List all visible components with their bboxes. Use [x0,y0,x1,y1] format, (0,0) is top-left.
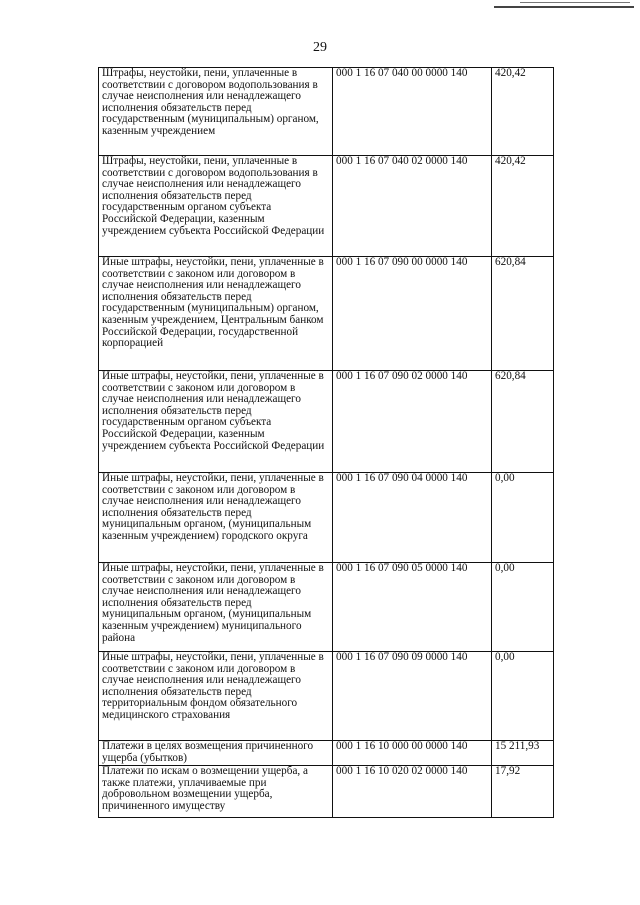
table-row [99,563,554,652]
row-amount-cell: 0,00 [492,563,554,652]
row-code-cell: 000 1 16 07 090 04 0000 140 [333,473,492,563]
row-code-cell: 000 1 16 07 090 09 0000 140 [333,652,492,741]
row-code-cell: 000 1 16 07 090 02 0000 140 [333,371,492,473]
scan-corner-mark [494,6,634,8]
row-amount-cell: 420,42 [492,156,554,257]
table-row [99,371,554,473]
table-row [99,766,554,818]
row-name-cell: Платежи по искам о возмещении ущерба, а также платежи, уплачиваемые при добровольном возмещении ущерба, причиненного имуществу [99,766,333,818]
row-code-cell: 000 1 16 07 090 00 0000 140 [333,257,492,371]
table-row [99,741,554,766]
row-amount-cell: 0,00 [492,652,554,741]
row-name-cell: Иные штрафы, неустойки, пени, уплаченные в соответствии с законом или договором в случае неисполнения или ненадлежащего исполнения обязательств перед территориальным фондом обязательного медицинского страхования [99,652,333,741]
row-name-cell: Иные штрафы, неустойки, пени, уплаченные в соответствии с законом или договором в случае неисполнения или ненадлежащего исполнения обязательств перед муниципальным органом, (муниципальным казенным учреждением) городского округа [99,473,333,563]
table-row [99,257,554,371]
row-amount-cell: 17,92 [492,766,554,818]
scan-corner-mark-secondary [520,2,630,3]
table-row [99,652,554,741]
row-code-cell: 000 1 16 10 020 02 0000 140 [333,766,492,818]
row-amount-cell: 620,84 [492,257,554,371]
row-name-cell: Штрафы, неустойки, пени, уплаченные в соответствии с договором водопользования в случае неисполнения или ненадлежащего исполнения обязательств перед государственным (муниципальным) органом, казенным учреждением [99,68,333,156]
row-amount-cell: 0,00 [492,473,554,563]
row-code-cell: 000 1 16 07 040 00 0000 140 [333,68,492,156]
row-name-cell: Иные штрафы, неустойки, пени, уплаченные в соответствии с законом или договором в случае неисполнения или ненадлежащего исполнения обязательств перед государственным органом субъекта Российской Федерации, казенным учреждением субъекта Российской Федерации [99,371,333,473]
table-row [99,68,554,156]
row-name-cell: Иные штрафы, неустойки, пени, уплаченные в соответствии с законом или договором в случае неисполнения или ненадлежащего исполнения обязательств перед муниципальным органом, (муниципальным казенным учреждением) муниципального района [99,563,333,652]
table-row [99,473,554,563]
row-name-cell: Платежи в целях возмещения причиненного ущерба (убытков) [99,741,333,766]
row-code-cell: 000 1 16 07 090 05 0000 140 [333,563,492,652]
row-code-cell: 000 1 16 10 000 00 0000 140 [333,741,492,766]
budget-revenue-table [98,67,554,818]
page-number: 29 [313,40,327,55]
row-code-cell: 000 1 16 07 040 02 0000 140 [333,156,492,257]
row-name-cell: Иные штрафы, неустойки, пени, уплаченные в соответствии с законом или договором в случае неисполнения или ненадлежащего исполнения обязательств перед государственным (муниципальным) органом, казенным учреждением, Центральным банком Российской Федерации, государственной корпорацией [99,257,333,371]
table-row [99,156,554,257]
row-name-cell: Штрафы, неустойки, пени, уплаченные в соответствии с договором водопользования в случае неисполнения или ненадлежащего исполнения обязательств перед государственным органом субъекта Российской Федерации, казенным учреждением субъекта Российской Федерации [99,156,333,257]
row-amount-cell: 620,84 [492,371,554,473]
row-amount-cell: 420,42 [492,68,554,156]
row-amount-cell: 15 211,93 [492,741,554,766]
